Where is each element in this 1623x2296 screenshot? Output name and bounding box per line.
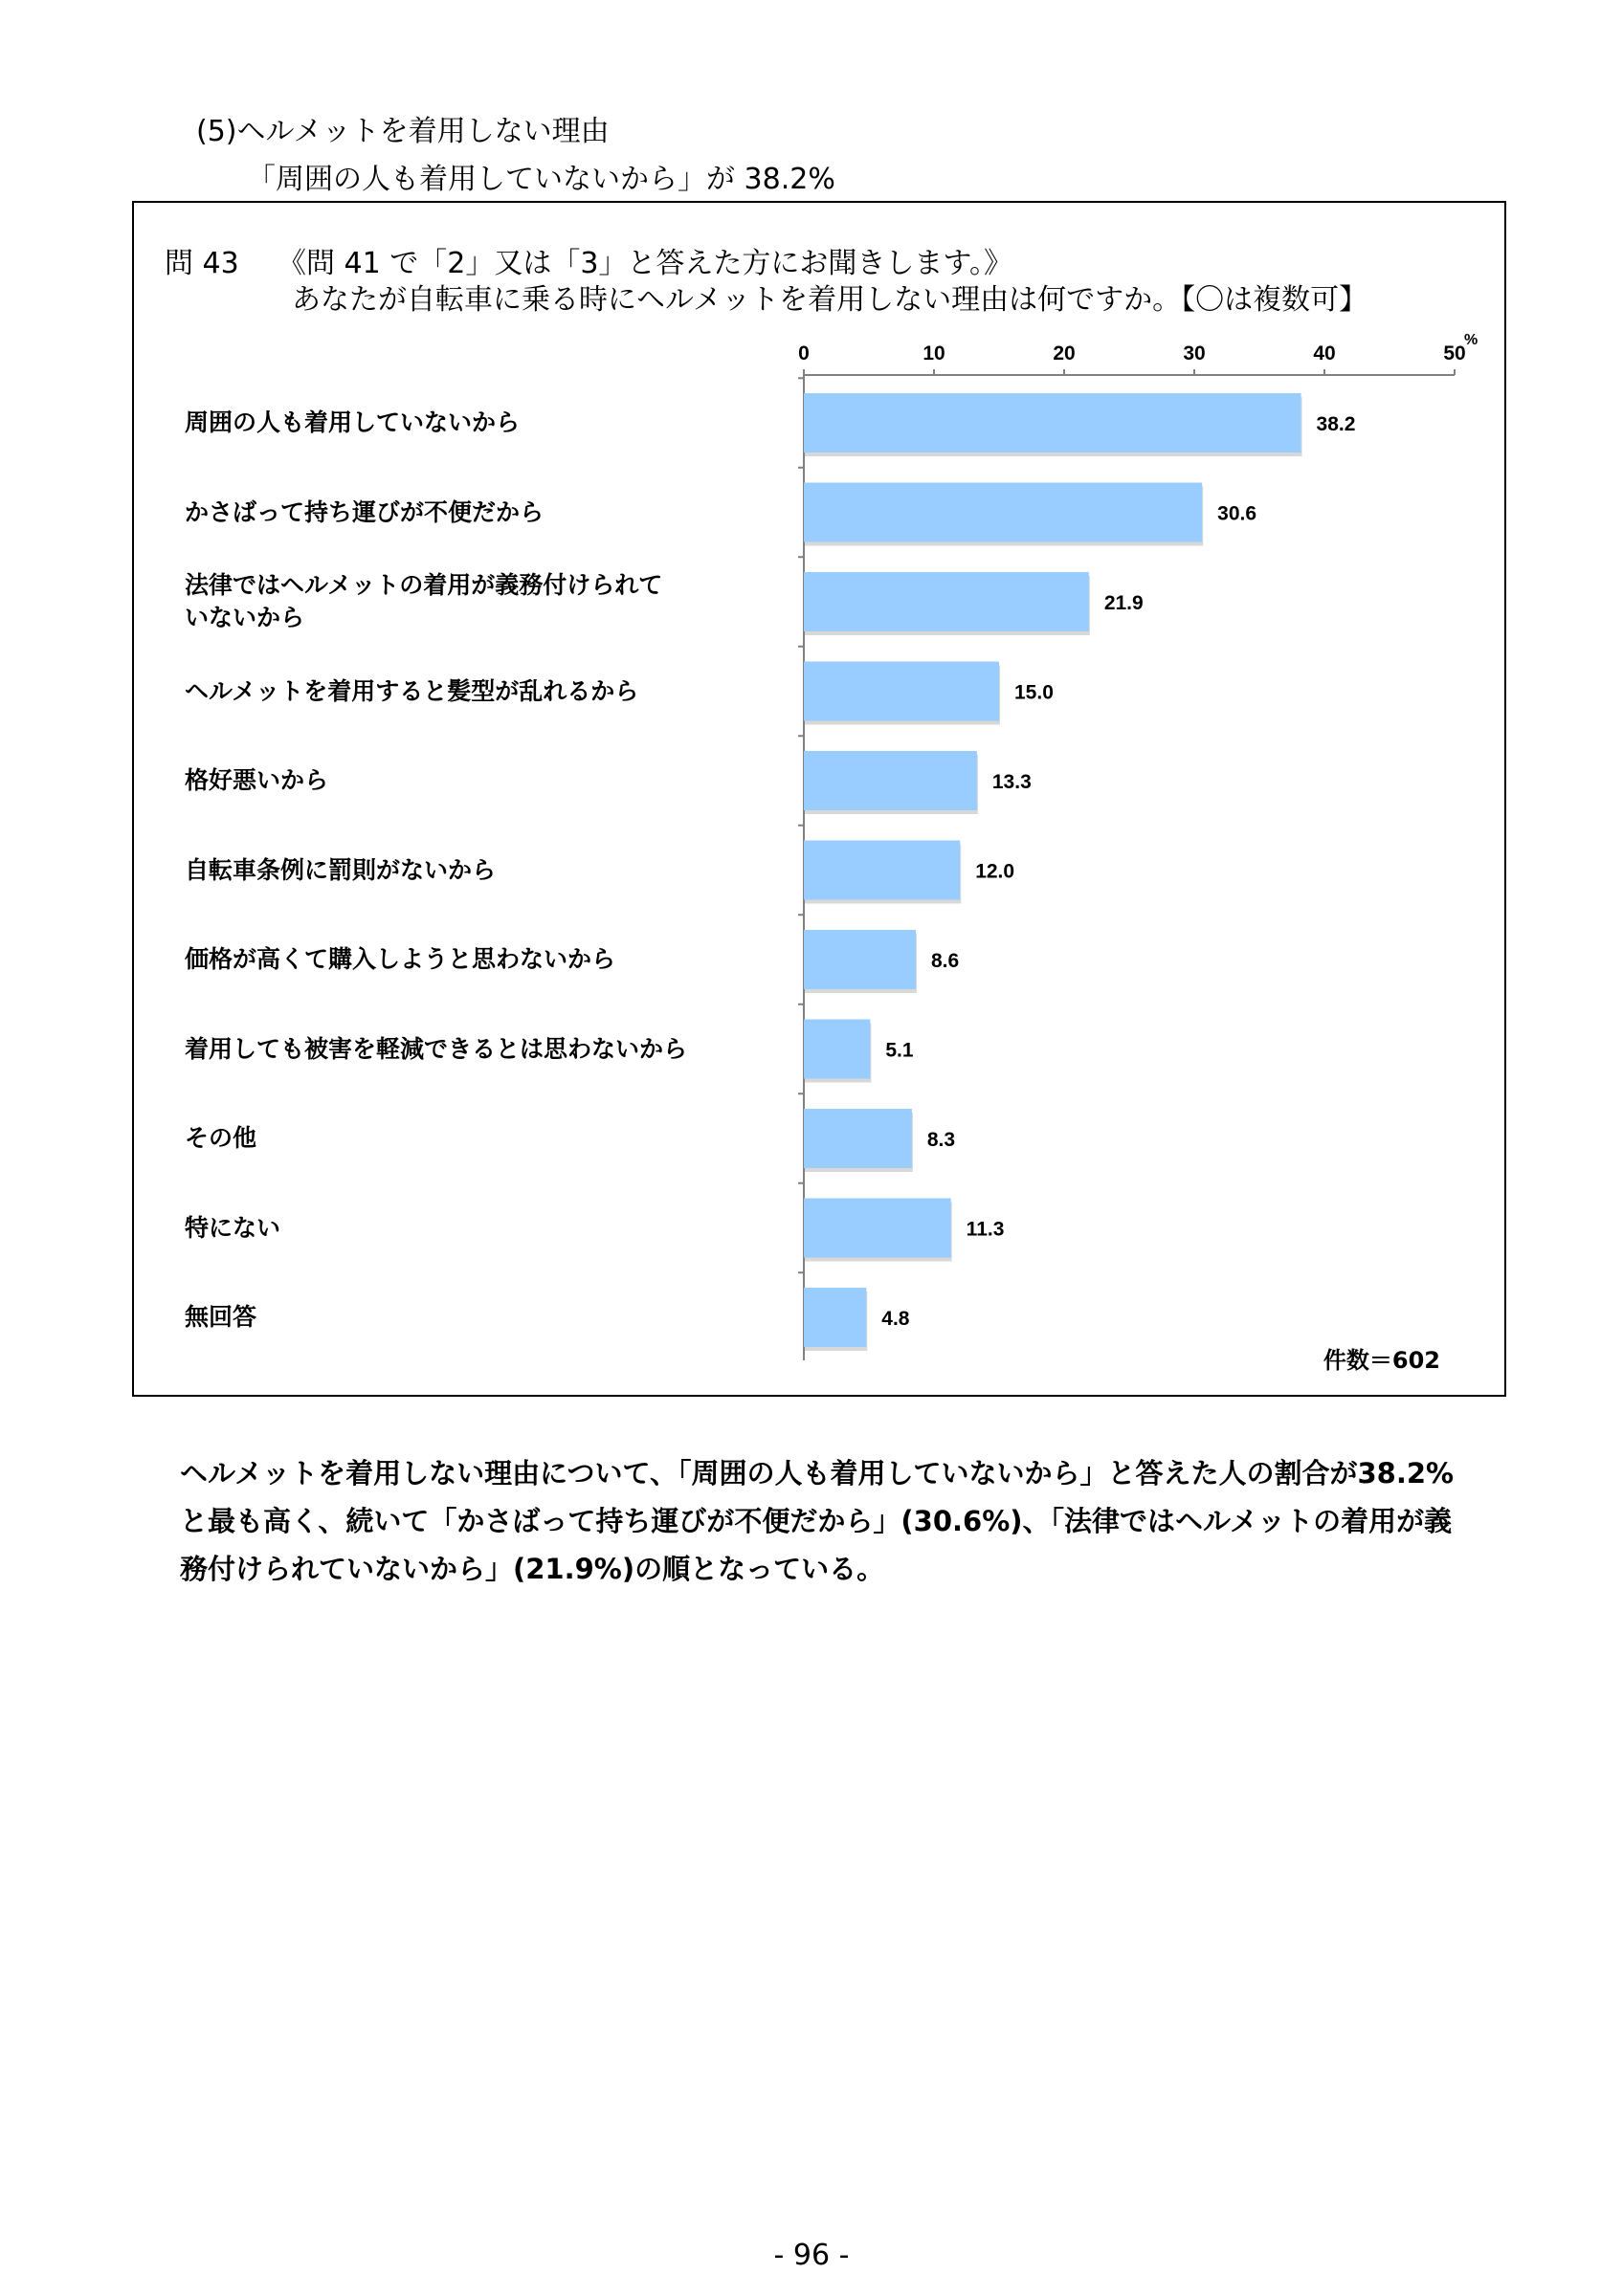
sample-size-label: 件数＝602: [1323, 1347, 1440, 1374]
section-headline: 「周囲の人も着用していないから」が 38.2%: [247, 163, 835, 196]
category-label-line: 特にない: [185, 1213, 281, 1242]
question-text: あなたが自転車に乗る時にヘルメットを着用しない理由は何ですか。【〇は複数可】: [292, 283, 1368, 317]
x-tick-label: 40: [1313, 342, 1336, 364]
data-label: 8.3: [926, 1129, 956, 1151]
question-condition: 《問 41 で「2」又は「3」と答えた方にお聞きします。》: [278, 247, 1013, 280]
page-number: - 96 -: [773, 2239, 850, 2272]
x-axis-unit: %: [1464, 332, 1478, 348]
category-label-line: その他: [185, 1124, 257, 1152]
bar: [804, 662, 999, 721]
data-label: 38.2: [1316, 413, 1356, 435]
summary-paragraph: ヘルメットを着用しない理由について、「周囲の人も着用していないから」と答えた人の割合が38.2%と最も高く、続いて「かさばって持ち運びが不便だから」(30.6%)、「法律ではヘルメットの着用が義務付けられていないから」(21.9%)の順となっている。: [180, 1457, 1455, 1585]
bar: [804, 1109, 912, 1168]
bar: [804, 572, 1089, 631]
data-label: 11.3: [966, 1218, 1005, 1241]
bar: [804, 841, 960, 900]
data-label: 15.0: [1014, 681, 1054, 704]
data-label: 13.3: [991, 771, 1032, 793]
x-tick-label: 50: [1443, 342, 1466, 364]
data-label: 5.1: [885, 1039, 914, 1062]
bar: [804, 393, 1301, 453]
bar: [804, 930, 916, 989]
category-label-line: 周囲の人も着用していないから: [185, 408, 521, 436]
category-label-line: 法律ではヘルメットの着用が義務付けられて: [185, 571, 663, 599]
category-label-line: かさばって持ち運びが不便だから: [185, 497, 545, 526]
x-tick-label: 0: [798, 342, 810, 364]
category-label-line: 着用しても被害を軽減できるとは思わないから: [185, 1034, 688, 1063]
category-label-line: ヘルメットを着用すると髪型が乱れるから: [185, 676, 639, 705]
bar: [804, 1199, 951, 1258]
data-label: 12.0: [975, 860, 1015, 883]
data-label: 4.8: [881, 1308, 910, 1330]
question-number: 問 43: [165, 247, 239, 280]
x-tick-label: 10: [923, 342, 945, 364]
category-label-line: 自転車条例に罰則がないから: [185, 855, 497, 884]
x-tick-label: 20: [1053, 342, 1076, 364]
bar: [804, 483, 1202, 542]
data-label: 21.9: [1103, 592, 1144, 614]
bar: [804, 751, 977, 810]
category-label-line: 価格が高くて購入しようと思わないから: [185, 945, 616, 973]
bar: [804, 1020, 870, 1079]
data-label: 30.6: [1217, 502, 1257, 525]
category-label-line: 無回答: [185, 1303, 257, 1331]
category-label-line: いないから: [185, 604, 305, 631]
bar: [804, 1288, 866, 1347]
x-tick-label: 30: [1183, 342, 1206, 364]
data-label: 8.6: [930, 950, 960, 972]
section-title: (5)ヘルメットを着用しない理由: [196, 115, 610, 148]
category-label-line: 格好悪いから: [185, 766, 329, 794]
